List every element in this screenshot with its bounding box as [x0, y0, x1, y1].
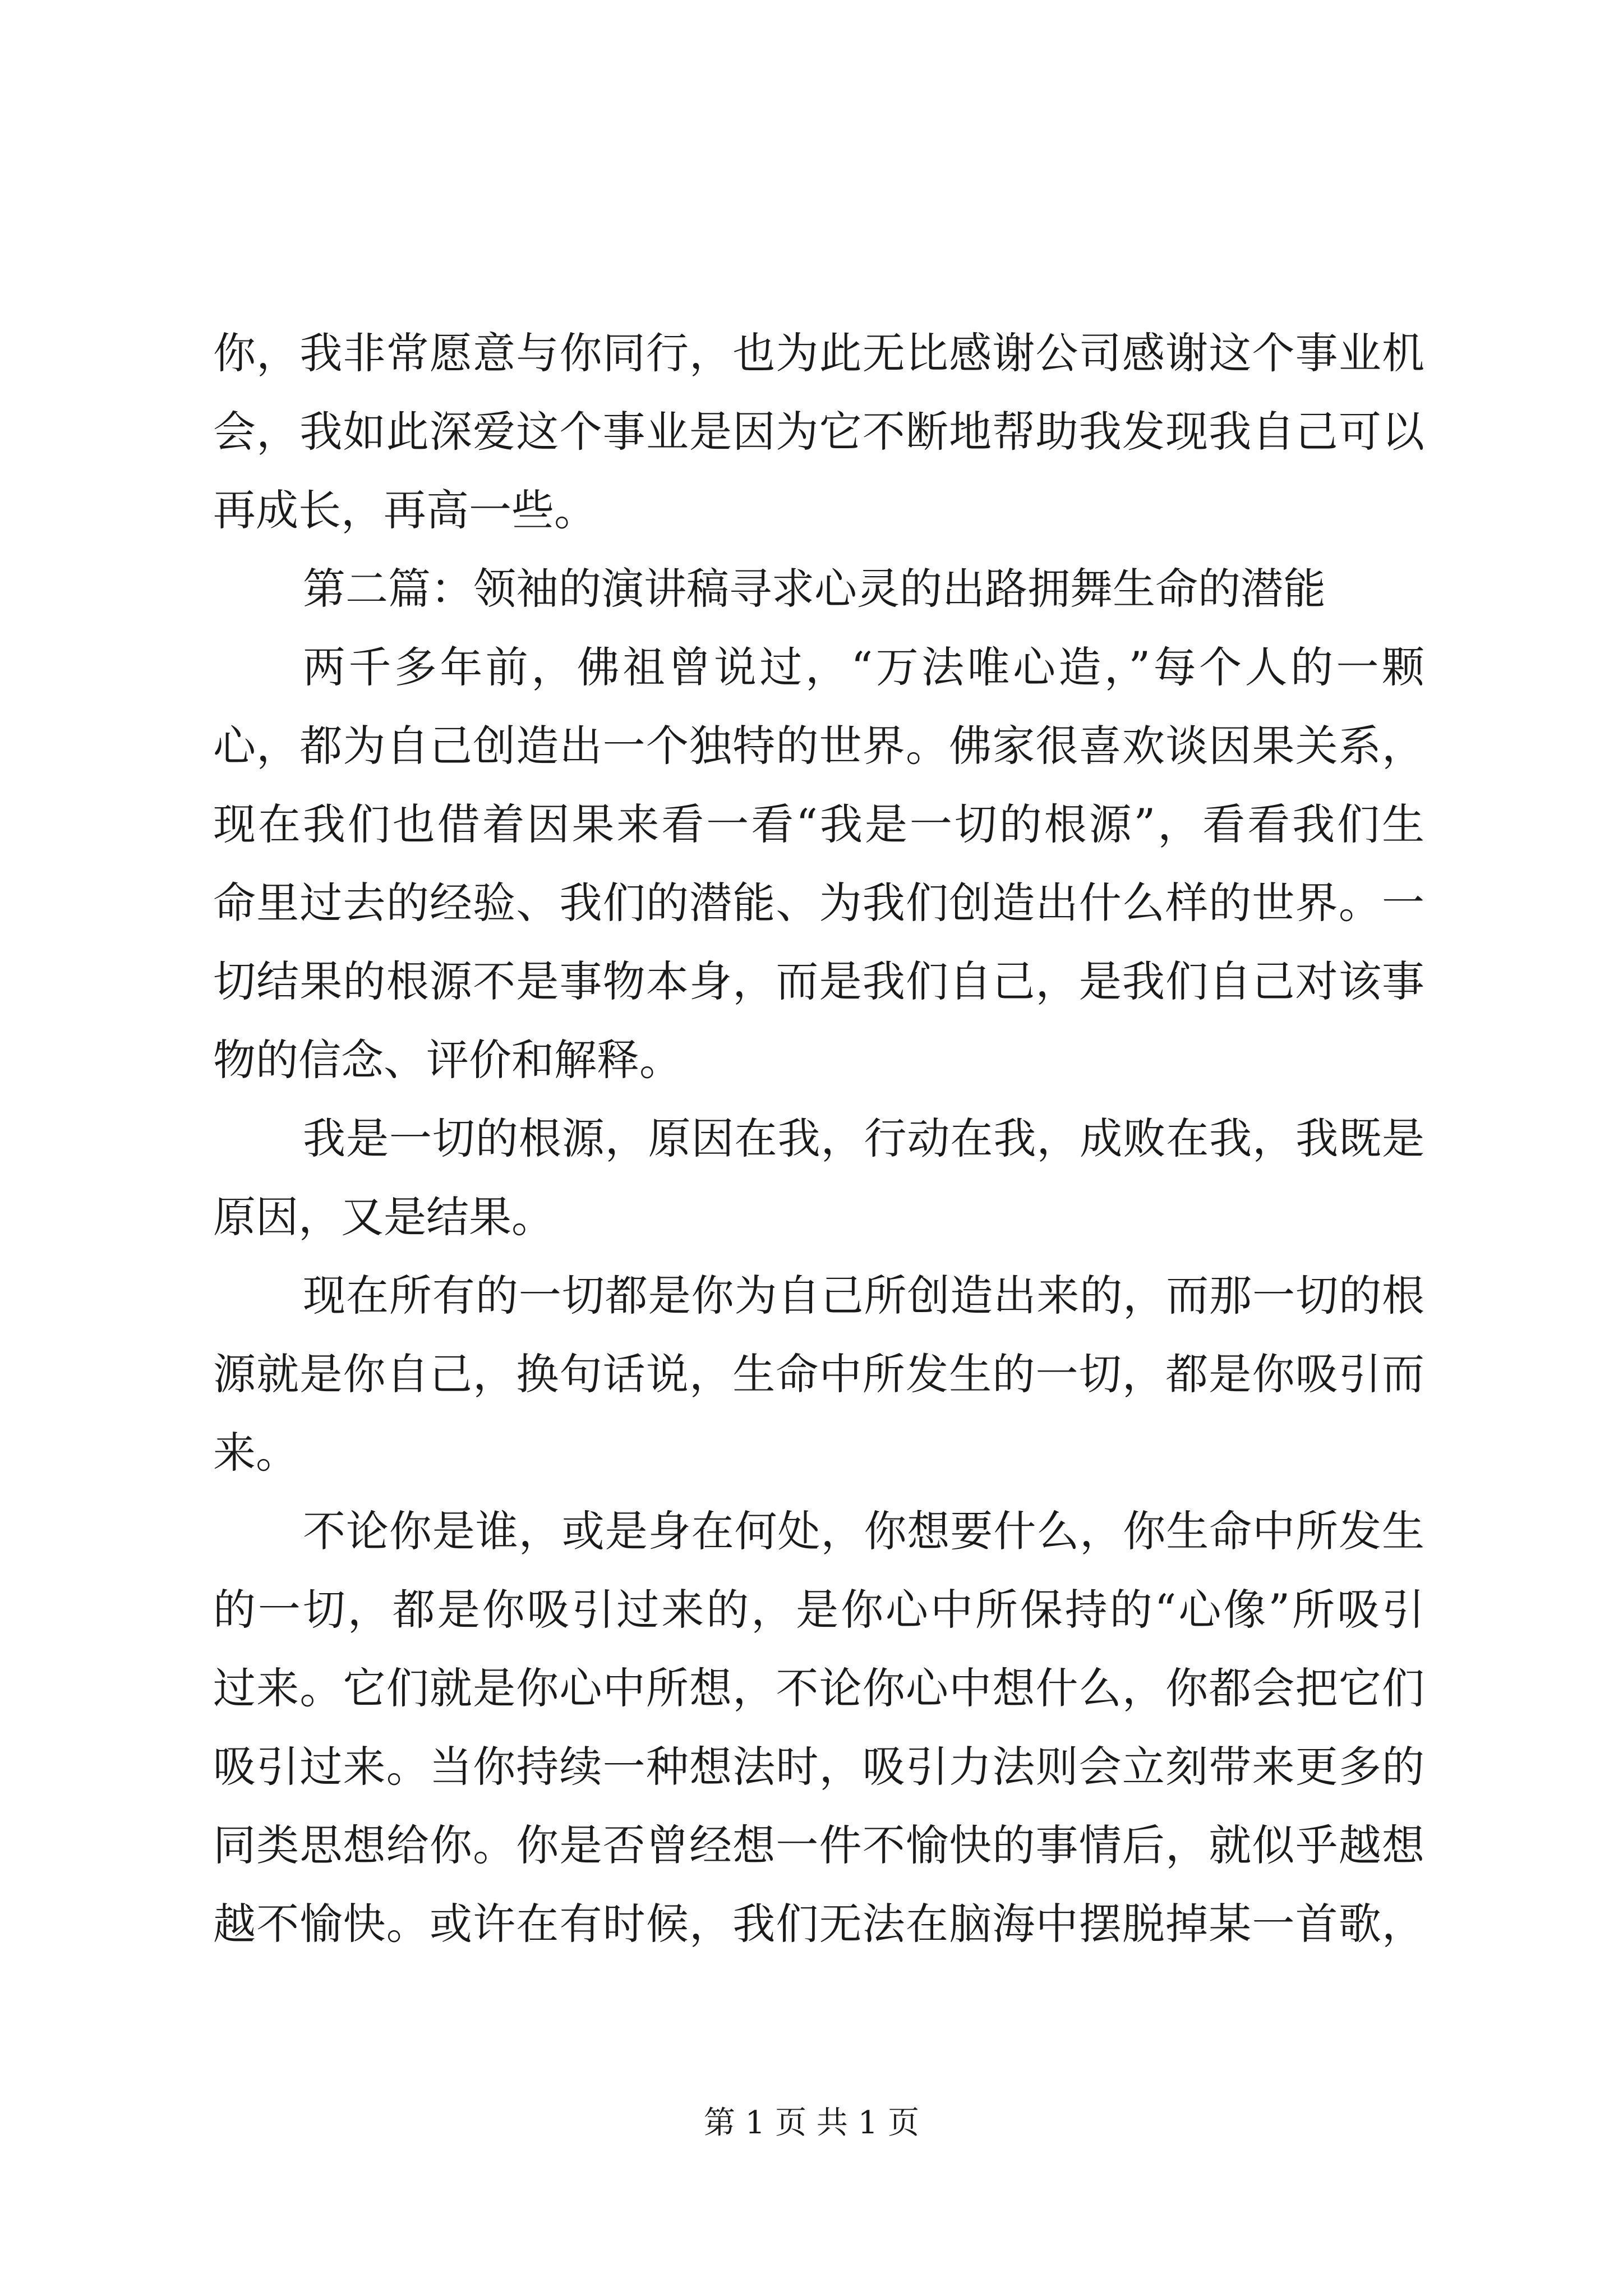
body-text: [213, 314, 1424, 1963]
text-line: 我是一切的根源，原因在我，行动在我，成败在我，我既是: [303, 1114, 1424, 1163]
text-line: 来。: [213, 1428, 298, 1478]
text-line: 命里过去的经验、我们的潜能、为我们创造出什么样的世界。一: [213, 878, 1424, 928]
text-line: 原因，又是结果。: [213, 1192, 554, 1242]
text-line: 现在所有的一切都是你为自己所创造出来的，而那一切的根: [303, 1271, 1424, 1320]
text-line: 心，都为自己创造出一个独特的世界。佛家很喜欢谈因果关系，: [213, 721, 1424, 771]
section-heading: 第二篇：领袖的演讲稿寻求心灵的出路拥舞生命的潜能: [303, 564, 1326, 614]
page-footer: 第 1 页 共 1 页: [703, 2105, 920, 2141]
text-line: 物的信念、评价和解释。: [213, 1035, 682, 1085]
text-line: 源就是你自己，换句话说，生命中所发生的一切，都是你吸引而: [213, 1349, 1424, 1399]
text-line: 的一切，都是你吸引过来的，是你心中所保持的“心像”所吸引: [213, 1585, 1424, 1635]
text-line: 再成长，再高一些。: [213, 485, 597, 535]
text-line: 切结果的根源不是事物本身，而是我们自己，是我们自己对该事: [213, 956, 1424, 1006]
text-line: 会，我如此深爱这个事业是因为它不断地帮助我发现我自己可以: [213, 407, 1424, 457]
text-line: 过来。它们就是你心中所想，不论你心中想什么，你都会把它们: [213, 1663, 1424, 1713]
text-line: 你，我非常愿意与你同行，也为此无比感谢公司感谢这个事业机: [213, 328, 1424, 378]
text-line: 同类思想给你。你是否曾经想一件不愉快的事情后，就似乎越想: [213, 1820, 1424, 1870]
text-line: 越不愉快。或许在有时候，我们无法在脑海中摆脱掉某一首歌，: [213, 1899, 1424, 1949]
text-line: 不论你是谁，或是身在何处，你想要什么，你生命中所发生: [303, 1506, 1424, 1556]
text-line: 两千多年前，佛祖曾说过，“万法唯心造，”每个人的一颗: [303, 642, 1424, 692]
text-line: 吸引过来。当你持续一种想法时，吸引力法则会立刻带来更多的: [213, 1742, 1424, 1792]
text-line: 现在我们也借着因果来看一看“我是一切的根源”，看看我们生: [213, 799, 1424, 849]
